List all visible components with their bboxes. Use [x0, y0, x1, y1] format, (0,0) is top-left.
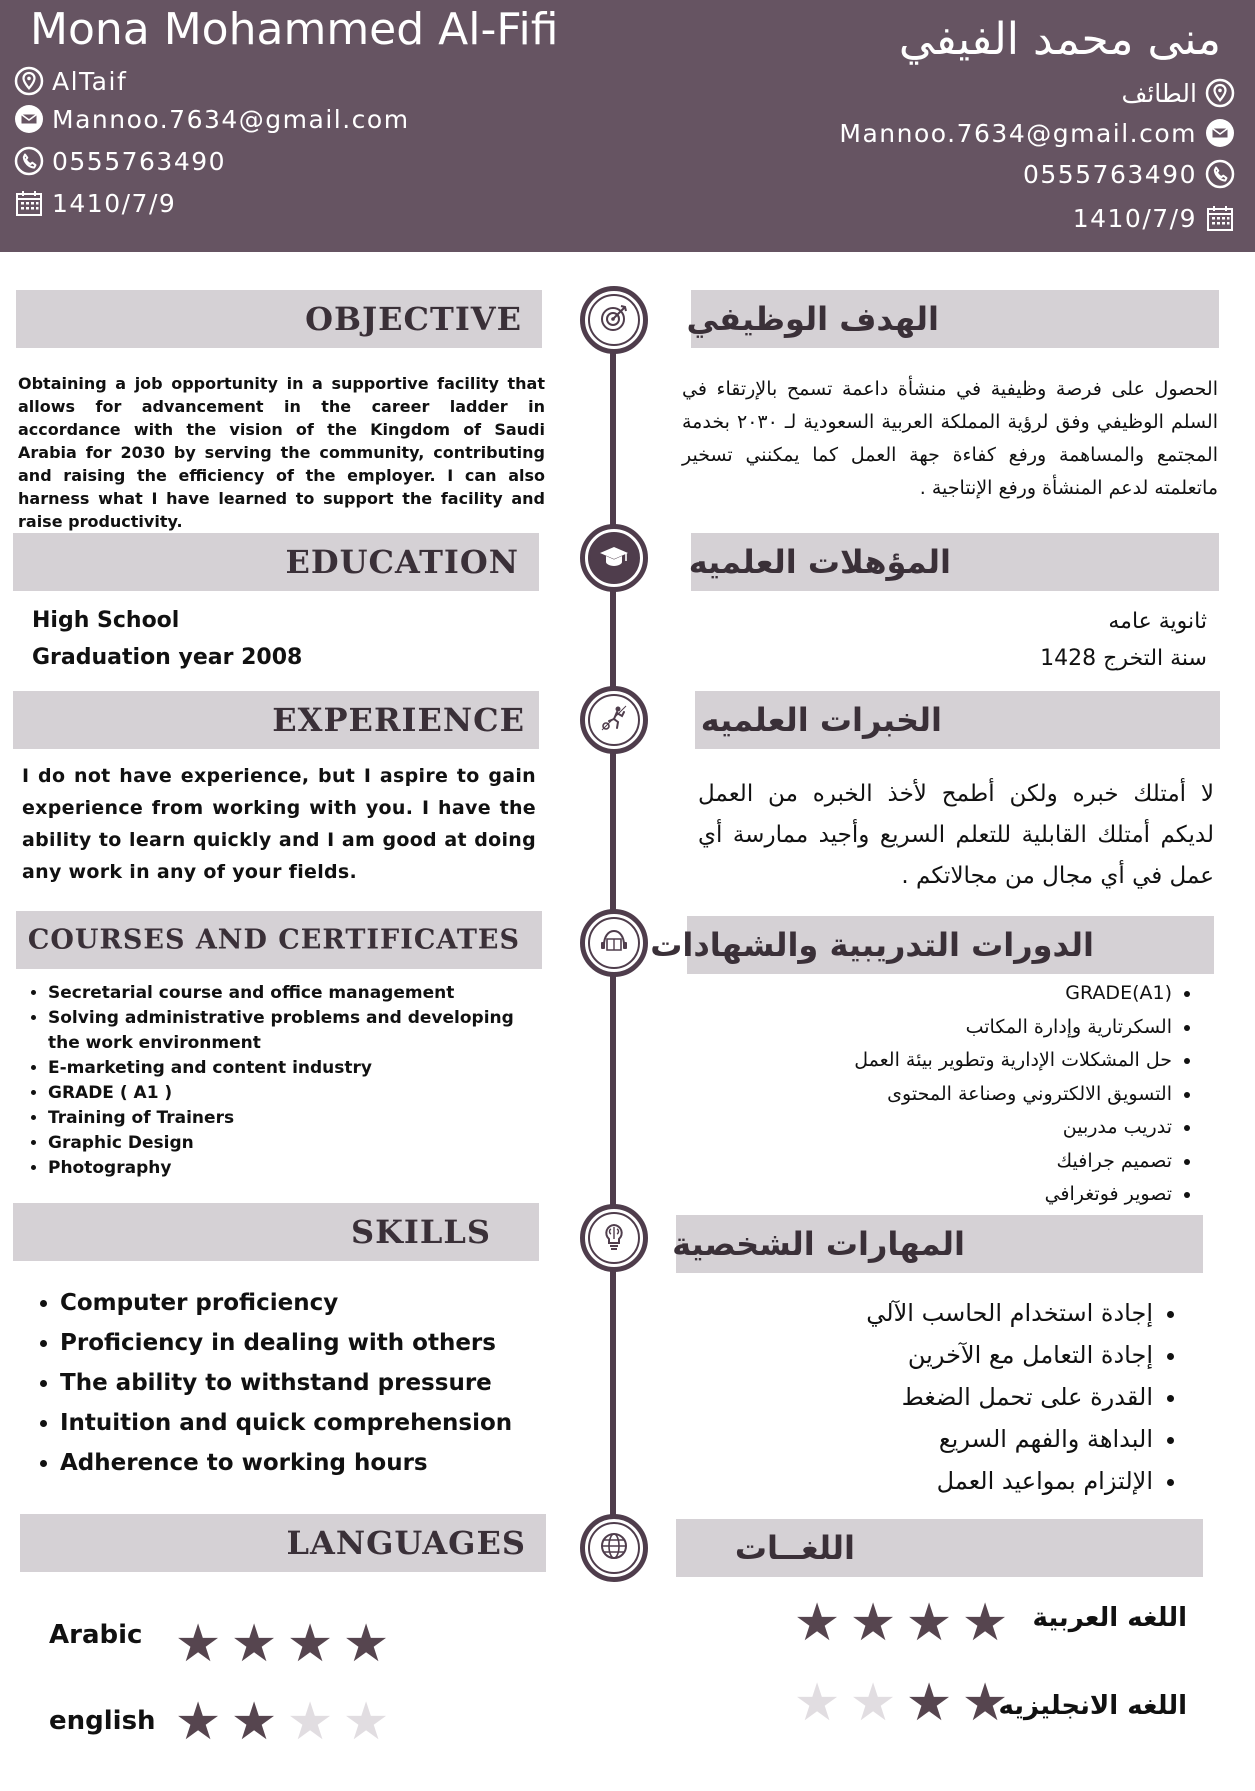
calendar-icon: [1205, 203, 1235, 233]
contact-city-en: [14, 66, 127, 96]
book-head-icon: [598, 925, 630, 961]
objective-title-en: OBJECTIVE: [305, 300, 522, 338]
list-item: • تدريب مدربين: [700, 1111, 1172, 1145]
experience-heading-ar: [695, 691, 1220, 749]
brain-bulb-icon: [598, 1220, 630, 1256]
email-ar[interactable]: Mannoo.7634@gmail.com: [839, 118, 1197, 148]
skills-title-en: SKILLS: [351, 1213, 491, 1251]
list-item: • Training of Trainers: [48, 1106, 550, 1131]
language-name-ar: اللغه الانجليزيه: [998, 1691, 1187, 1721]
timeline-node-courses: [580, 909, 648, 977]
star-empty-icon: ★: [286, 1692, 334, 1752]
degree-en: High School: [32, 608, 180, 633]
list-item: • Adherence to working hours: [60, 1443, 552, 1483]
contact-phone-ar: [1023, 159, 1235, 189]
star-filled-icon: ★: [849, 1593, 897, 1653]
timeline-node-skills: [580, 1204, 648, 1272]
contact-city-ar: [1121, 78, 1235, 108]
envelope-icon: [14, 104, 44, 134]
globe-icon: [598, 1530, 630, 1566]
list-item: • إجادة التعامل مع الآخرين: [681, 1334, 1153, 1376]
list-item: • Secretarial course and office management: [48, 981, 550, 1006]
skills-heading-ar: [672, 1215, 1203, 1273]
location-pin-icon: [1205, 78, 1235, 108]
contact-dob-en: [14, 188, 176, 218]
star-empty-icon: ★: [849, 1673, 897, 1733]
language-rating-ar: [789, 1673, 1013, 1733]
education-title-en: EDUCATION: [285, 543, 519, 581]
city-en: AlTaif: [52, 66, 128, 96]
graduation-ar: سنة التخرج 1428: [1040, 646, 1207, 671]
education-title-ar: المؤهلات العلميه: [688, 543, 951, 581]
language-rating-en: [170, 1692, 394, 1752]
languages-title-ar: اللغــات: [734, 1529, 855, 1567]
list-item: • Solving administrative problems and developing the work environment: [48, 1006, 550, 1056]
list-item: • السكرتارية وإدارة المكاتب: [700, 1011, 1172, 1045]
courses-list-ar: [700, 977, 1200, 1212]
list-item: • تصوير فوتغرافي: [700, 1178, 1172, 1212]
location-pin-icon: [14, 66, 44, 96]
star-filled-icon: ★: [961, 1593, 1009, 1653]
education-heading-ar: [688, 533, 1219, 591]
star-filled-icon: ★: [905, 1673, 953, 1733]
target-icon: [598, 302, 630, 338]
objective-text-ar: الحصول على فرصة وظيفية في منشأة داعمة تسمح بالإرتقاء في السلم الوظيفي وفق لرؤية المملكة العربية السعودية لـ ٢٠٣٠ بخدمة المجتمع والمساهمة ورفع كفاءة جهة العمل كما يمكنني تسخير ماتعلمته لدعم المنشأة ورفع الإنتاجية .: [682, 378, 1219, 499]
graduation-cap-icon: [598, 540, 630, 576]
language-name-en: Arabic: [49, 1620, 143, 1650]
list-item: • Proficiency in dealing with others: [60, 1323, 552, 1363]
courses-title-en: COURSES AND CERTIFICATES: [27, 924, 520, 956]
star-empty-icon: ★: [793, 1673, 841, 1733]
star-filled-icon: ★: [961, 1673, 1009, 1733]
star-filled-icon: ★: [286, 1614, 334, 1674]
list-item: • حل المشكلات الإدارية وتطوير بيئة العمل: [700, 1044, 1172, 1078]
courses-title-ar: الدورات التدريبية والشهادات: [650, 926, 1094, 964]
list-item: • البداهة والفهم السريع: [681, 1418, 1153, 1460]
list-item: • إجادة استخدام الحاسب الآلي: [681, 1292, 1153, 1334]
contact-dob-ar: [1073, 203, 1235, 233]
climber-icon: [598, 702, 630, 738]
experience-text-ar: لا أمتلك خبره ولكن أطمح لأخذ الخبره من العمل لديكم أمتلك القابلية للتعلم السريع وأجيد ممارسة أي عمل في أي مجال من مجالاتكم .: [698, 781, 1214, 889]
calendar-icon: [14, 188, 44, 218]
courses-list-en: [20, 981, 550, 1181]
list-item: • The ability to withstand pressure: [60, 1363, 552, 1403]
objective-heading-en: [16, 290, 542, 348]
list-item: • القدرة على تحمل الضغط: [681, 1376, 1153, 1418]
list-item: • Photography: [48, 1156, 550, 1181]
star-filled-icon: ★: [342, 1614, 390, 1674]
graduation-en: Graduation year 2008: [32, 645, 303, 670]
languages-heading-en: [20, 1514, 546, 1572]
skills-heading-en: [13, 1203, 539, 1261]
star-empty-icon: ★: [342, 1692, 390, 1752]
courses-heading-en: [16, 911, 542, 969]
skills-list-ar: [681, 1292, 1181, 1502]
timeline-node-experience: [580, 686, 648, 754]
skills-list-en: [32, 1283, 552, 1483]
phone-ar[interactable]: 0555763490: [1022, 159, 1197, 189]
languages-title-en: LANGUAGES: [286, 1524, 526, 1562]
languages-heading-ar: [676, 1519, 1203, 1577]
list-item: • التسويق الالكتروني وصناعة المحتوى: [700, 1078, 1172, 1112]
list-item: • E-marketing and content industry: [48, 1056, 550, 1081]
experience-title-ar: الخبرات العلميه: [700, 701, 942, 739]
objective-title-ar: الهدف الوظيفي: [686, 300, 939, 338]
phone-en[interactable]: 0555763490: [52, 146, 227, 176]
star-filled-icon: ★: [174, 1614, 222, 1674]
phone-icon: [14, 146, 44, 176]
star-filled-icon: ★: [174, 1692, 222, 1752]
list-item: • GRADE ( A1 ): [48, 1081, 550, 1106]
timeline-node-languages: [580, 1514, 648, 1582]
contact-phone-en: [14, 146, 226, 176]
contact-email-en: [14, 104, 410, 134]
name-english: Mona Mohammed Al-Fifi: [30, 4, 559, 55]
language-name-ar: اللغه العربية: [1032, 1603, 1187, 1633]
header: [0, 0, 1255, 252]
experience-title-en: EXPERIENCE: [272, 701, 525, 739]
language-rating-en: [170, 1614, 394, 1674]
envelope-icon: [1205, 118, 1235, 148]
contact-email-ar: [839, 118, 1235, 148]
name-arabic: منى محمد الفيفي: [898, 14, 1221, 65]
list-item: • (GRADE(A1: [700, 977, 1172, 1011]
timeline-node-objective: [580, 286, 648, 354]
timeline-node-education: [580, 524, 648, 592]
dob-en: 1410/7/9: [52, 188, 177, 218]
star-filled-icon: ★: [793, 1593, 841, 1653]
star-filled-icon: ★: [905, 1593, 953, 1653]
skills-title-ar: المهارات الشخصية: [672, 1225, 965, 1263]
experience-text-en: I do not have experience, but I aspire to gain experience from working with you. I have the ability to learn quickly and I am good at doing any work in any of your fields.: [22, 765, 536, 883]
star-filled-icon: ★: [230, 1692, 278, 1752]
list-item: • Computer proficiency: [60, 1283, 552, 1323]
city-ar: الطائف: [1121, 78, 1197, 108]
list-item: • الإلتزام بمواعيد العمل: [681, 1460, 1153, 1502]
language-rating-ar: [789, 1593, 1013, 1653]
language-name-en: english: [49, 1706, 156, 1736]
list-item: • تصميم جرافيك: [700, 1145, 1172, 1179]
list-item: • Graphic Design: [48, 1131, 550, 1156]
experience-heading-en: [13, 691, 539, 749]
degree-ar: ثانوية عامه: [1108, 609, 1207, 634]
objective-heading-ar: [686, 290, 1219, 348]
objective-text-en: Obtaining a job opportunity in a supportive facility that allows for advancement in the career ladder in accordance with the vision of the Kingdom of Saudi Arabia for 2030 by serving the community, contributing and raising the efficiency of the employer. I can also harness what I have learned to support the facility and raise productivity.: [18, 374, 545, 531]
courses-heading-ar: [650, 916, 1214, 974]
phone-icon: [1205, 159, 1235, 189]
education-heading-en: [13, 533, 539, 591]
dob-ar: 1410/7/9: [1072, 203, 1197, 233]
email-en[interactable]: Mannoo.7634@gmail.com: [52, 104, 410, 134]
star-filled-icon: ★: [230, 1614, 278, 1674]
list-item: • Intuition and quick comprehension: [60, 1403, 552, 1443]
